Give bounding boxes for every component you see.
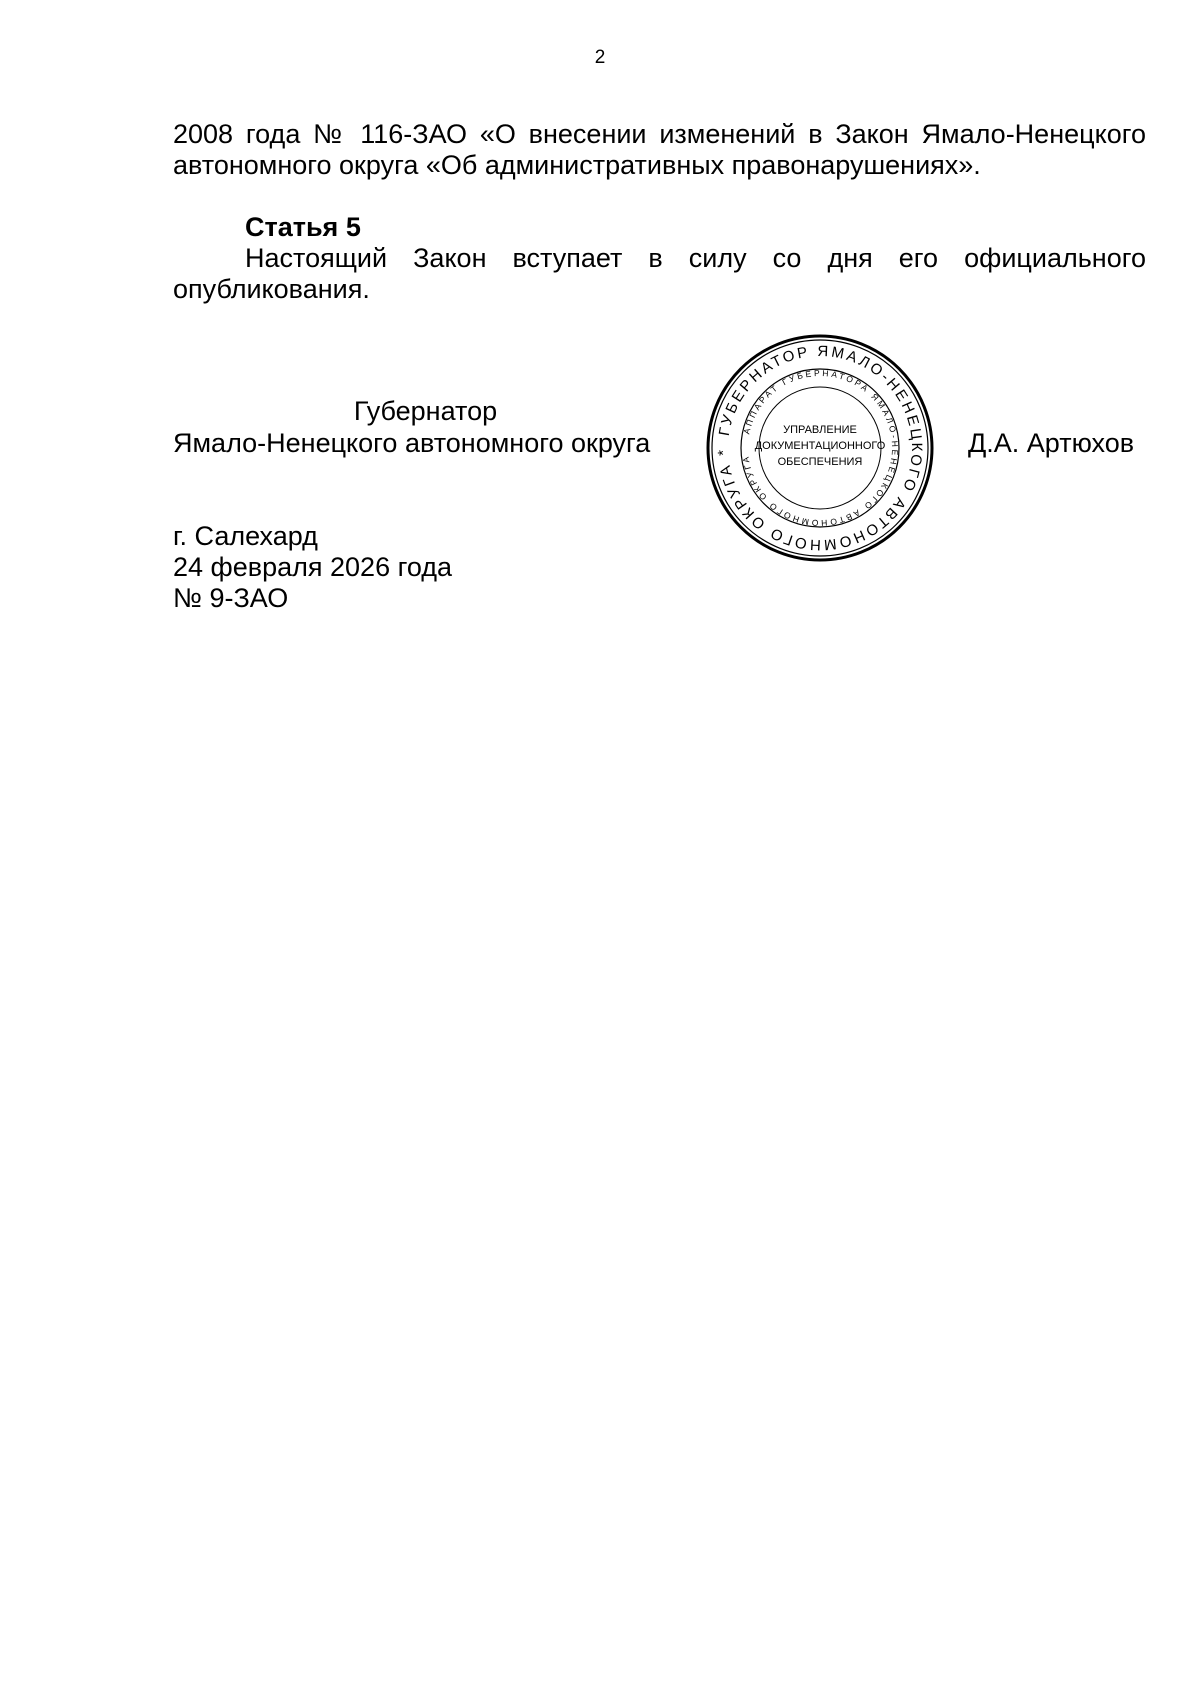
date: 24 февраля 2026 года xyxy=(173,552,453,582)
article-text: Настоящий Закон вступает в силу со дня его официального опубликования. xyxy=(173,243,1146,304)
seal-center-line-1: УПРАВЛЕНИЕ xyxy=(783,424,857,436)
article-heading: Статья 5 xyxy=(245,212,361,242)
place-date-block xyxy=(173,521,452,614)
page-number: 2 xyxy=(594,47,606,68)
seal-center-line-3: ОБЕСПЕЧЕНИЯ xyxy=(777,456,863,468)
seal-outer-text: ГУБЕРНАТОР ЯМАЛО-НЕНЕЦКОГО АВТОНОМНОГО ОКРУГА * xyxy=(714,342,926,554)
signer-region: Ямало-Ненецкого автономного округа xyxy=(173,428,651,458)
official-seal xyxy=(705,333,935,563)
law-number: № 9-ЗАО xyxy=(173,583,289,613)
paragraph-continuation: 2008 года № 116-ЗАО «О внесении изменений в Закон Ямало-Ненецкого автономного округа «Об административных правонарушениях». xyxy=(173,119,1146,180)
place: г. Салехард xyxy=(173,521,318,551)
seal-center-line-2: ДОКУМЕНТАЦИОННОГО xyxy=(754,440,886,452)
seal-inner-text: АППАРАТ ГУБЕРНАТОРА ЯМАЛО-НЕНЕЦКОГО АВТОНОМНОГО ОКРУГА xyxy=(740,367,901,529)
signer-title: Губернатор xyxy=(353,396,498,426)
seal-graphic xyxy=(705,333,935,563)
signer-name: Д.А. Артюхов xyxy=(968,428,1135,458)
